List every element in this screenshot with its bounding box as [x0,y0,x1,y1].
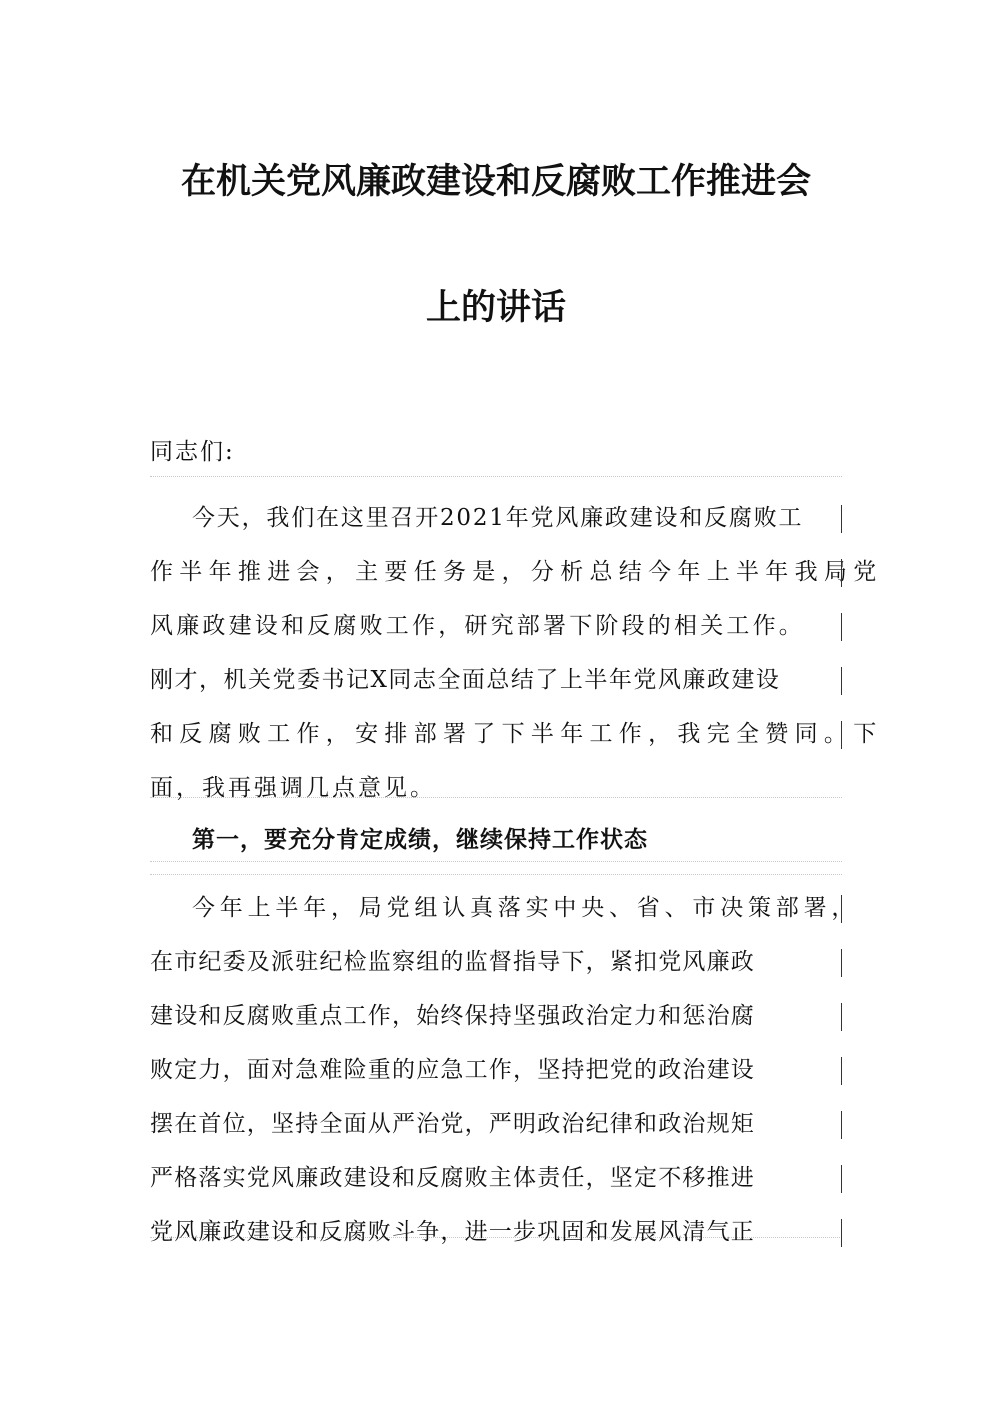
paragraph-line: 风廉政建设和反腐败工作，研究部署下阶段的相关工作。 [150,599,842,653]
paragraph-line: 和反腐败工作，安排部署了下半年工作，我完全赞同。下 [150,707,842,761]
document-title-line-1: 在机关党风廉政建设和反腐败工作推进会 [180,161,811,202]
paragraph-line: 建设和反腐败重点工作，始终保持坚强政治定力和惩治腐 [150,989,842,1043]
paragraph-line: 面，我再强调几点意见。 [150,775,436,801]
paragraph-2 [150,874,860,1245]
paragraph-line: 作半年推进会，主要任务是，分析总结今年上半年我局党 [150,545,842,599]
paragraph-line: 今年上半年，局党组认真落实中央、省、市决策部署， [150,881,842,935]
paragraph-line: 严格落实党风廉政建设和反腐败主体责任，坚定不移推进 [150,1151,842,1205]
paragraph-line: 党风廉政建设和反腐败斗争，进一步巩固和发展风清气正 [150,1205,842,1259]
document-title-line-2: 上的讲话 [425,287,566,328]
heading-divider [150,861,842,862]
paragraph-line: 在市纪委及派驻纪检监察组的监督指导下，紧扣党风廉政 [150,935,842,989]
paragraph-line: 刚才，机关党委书记X同志全面总结了上半年党风廉政建设 [150,653,842,707]
paragraph-1 [150,476,883,801]
paragraph-line: 今天，我们在这里召开2021年党风廉政建设和反腐败工 [150,491,842,545]
paragraph-line: 摆在首位，坚持全面从严治党，严明政治纪律和政治规矩 [150,1097,842,1151]
greeting: 同志们: [150,439,235,465]
paragraph-line: 败定力，面对急难险重的应急工作，坚持把党的政治建设 [150,1043,842,1097]
section-heading: 第一，要充分肯定成绩，继续保持工作状态 [192,827,648,853]
